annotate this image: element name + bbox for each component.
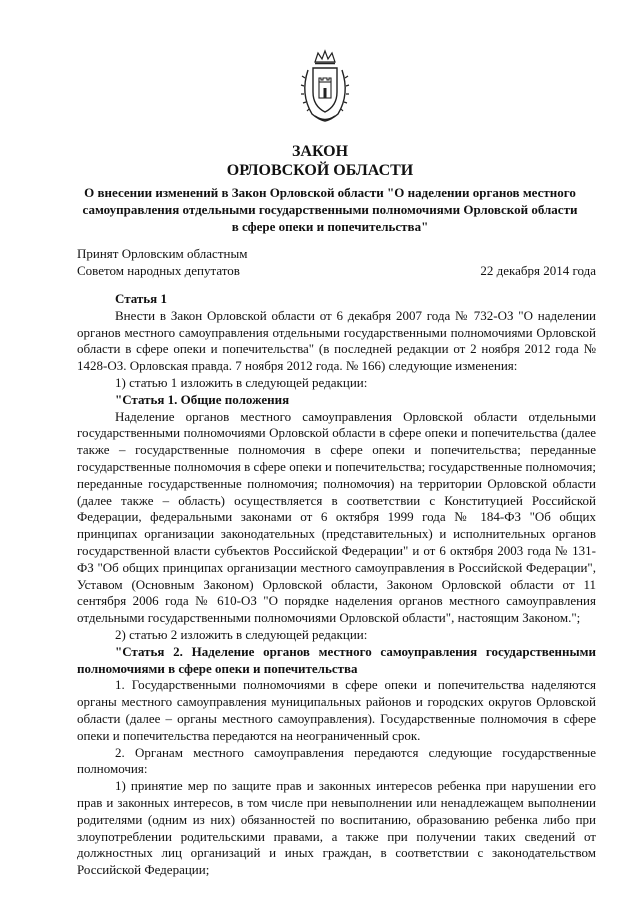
paragraph: Внести в Закон Орловской области от 6 декабря 2007 года № 732-ОЗ "О наделении органов местного самоуправления отдельными государственными полномочиями Орловской области в сфере опеки и попечительства" (в последней редакции от 2 ноября 2012 года № 1428-ОЗ. Орловская правда. 7 ноября 2012 года. № 166) следующие изменения: (77, 307, 596, 374)
paragraph: 1) принятие мер по защите прав и законных интересов ребенка при нарушении его прав и законных интересов, в том числе при невыполнении или ненадлежащем выполнении родителями (одним из них) обязанностей по воспитанию, образованию ребенка либо при злоупотреблении родительскими правами, а также при получении таких сведений от должностных лиц организаций и иных граждан, в соответствии с законодательством Российской Федерации; (77, 778, 596, 878)
document-subtitle: О внесении изменений в Закон Орловской области "О наделении органов местного самоуправления отдельными государственными полномочиями Орловской области в сфере опеки и попечительства" (82, 185, 578, 234)
adoption-line-2: Советом народных депутатов (77, 263, 240, 278)
new-article-2-heading: "Статья 2. Наделение органов местного самоуправления государственными полномочиями в сфере опеки и попечительства (77, 643, 596, 676)
adoption-line-1: Принят Орловским областным (77, 246, 248, 261)
paragraph: 1) статью 1 изложить в следующей редакции: (115, 374, 368, 390)
paragraph: Наделение органов местного самоуправления Орловской области отдельными государственными полномочиями Орловской области в сфере опеки и попечительства (далее также – государственные полномочия в сфере опеки и попечительства; переданные государственные полномочия в сфере опеки и попечительства; государственные полномочия; переданные государственные полномочия; полномочия) на территории Орловской области (далее также – область) осуществляется в соответствии с Конституцией Российской Федерации, федеральными законами от 6 октября 1999 года № 184-ФЗ "Об общих принципах организации законодательных (представительных) и исполнительных органов государственной власти субъектов Российской Федерации" и от 6 октября 2003 года № 131-ФЗ "Об общих принципах организации местного самоуправления в Российской Федерации", Уставом (Основным Законом) Орловской области, Законом Орловской области от 11 сентября 2006 года № 610-ОЗ "О порядке наделения органов местного самоуправления отдельными государственными полномочиями Орловской области", настоящим Законом."; (77, 408, 596, 626)
adoption-date: 22 декабря 2014 года (480, 263, 596, 278)
paragraph: 1. Государственными полномочиями в сфере опеки и попечительства наделяются органы местного самоуправления муниципальных районов и городских округов Орловской области (далее – органы местного самоуправления). Государственные полномочия в сфере опеки и попечительства передаются на неограниченный срок. (77, 677, 596, 743)
paragraph: 2) статью 2 изложить в следующей редакции: (115, 626, 368, 642)
new-article-1-heading: "Статья 1. Общие положения (115, 391, 290, 407)
coat-of-arms-emblem (298, 48, 352, 126)
paragraph: 2. Органам местного самоуправления передаются следующие государственные полномочия: (77, 744, 596, 777)
document-title-line-2: ОРЛОВСКОЙ ОБЛАСТИ (226, 162, 414, 179)
article-1-heading: Статья 1 (115, 291, 167, 306)
document-title-line-1: ЗАКОН (291, 143, 349, 160)
adoption-info (77, 245, 247, 279)
document-body (77, 291, 596, 879)
